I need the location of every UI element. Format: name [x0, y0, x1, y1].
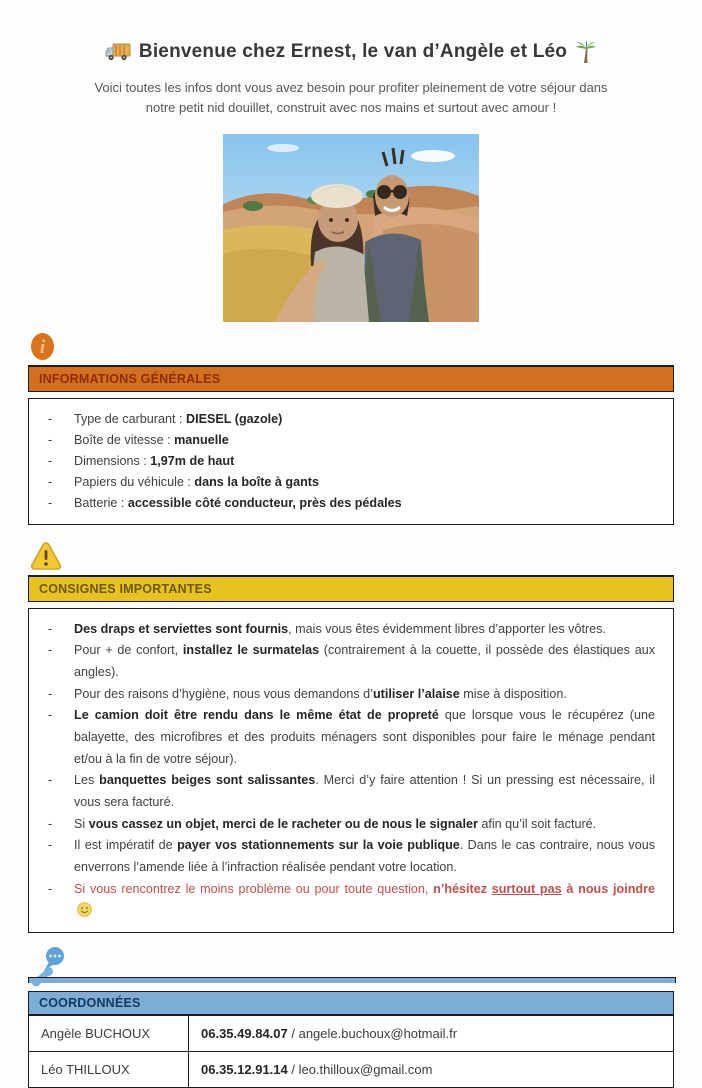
list-item: - Type de carburant : DIESEL (gazole) [48, 412, 283, 427]
page-title: Bienvenue chez Ernest, le van d’Angèle et Léo [138, 41, 568, 62]
next-section-bar-partial [28, 977, 676, 983]
contacts-table [28, 1015, 674, 1088]
list-item: - Les banquettes beiges sont salissantes. Merci d’y faire attention ! Si un pressing est nécessaire, il vous sera facturé. [48, 773, 655, 809]
contact-row [29, 1051, 674, 1087]
welcome-document [0, 40, 702, 1077]
list-item: - Dimensions : 1,97m de haut [48, 454, 235, 469]
document-body [28, 332, 674, 1088]
contact-name: Angèle BUCHOUX [29, 1015, 189, 1051]
list-item: - Pour + de confort, installez le surmatelas (contrairement à la couette, il possède des élastiques aux angles). [48, 643, 656, 680]
document-header [0, 40, 702, 64]
list-item: - Boîte de vitesse : manuelle [48, 433, 229, 448]
list-item: - Pour des raisons d’hygiène, nous vous demandons d’utiliser l’alaise mise à disposition. [48, 686, 567, 701]
contact-details: 06.35.12.91.14 / leo.thilloux@gmail.com [189, 1051, 674, 1087]
general-info-list [28, 398, 674, 524]
section-header-coordonnees [28, 991, 674, 1015]
section-header-informations-generales [28, 365, 674, 392]
section-title: COORDONNÉES [39, 995, 141, 1010]
palm-tree-icon [575, 40, 597, 64]
consignes-list [28, 608, 674, 933]
list-item: - Il est impératif de payer vos stationnements sur la voie publique. Dans le cas contraire, nous vous enverrons l’amende liée à l’infraction réalisée pendant votre location. [48, 838, 655, 874]
section-title: CONSIGNES IMPORTANTES [39, 581, 212, 596]
list-item: - Papiers du véhicule : dans la boîte à gants [48, 474, 319, 489]
list-item: - Batterie : accessible côté conducteur, près des pédales [48, 495, 402, 510]
couple-photo [223, 134, 479, 322]
section-title: INFORMATIONS GÉNÉRALES [39, 372, 221, 387]
contact-details: 06.35.49.84.07 / angele.buchoux@hotmail.fr [189, 1015, 674, 1051]
contact-row [29, 1015, 674, 1051]
smiley-icon [77, 902, 92, 917]
list-item: - Le camion doit être rendu dans le même état de propreté que lorsque vous le récupérez (une balayette, des microfibres et des produits ménagers sont disponibles pour faire le ménage pendant et/ou à la fin de votre séjour). [48, 708, 655, 766]
svg-text:i: i [39, 337, 46, 359]
contact-name: Léo THILLOUX [29, 1051, 189, 1087]
info-icon [30, 332, 55, 361]
section-header-consignes-importantes [28, 575, 674, 602]
list-item: - Si vous cassez un objet, merci de le racheter ou de nous le signaler afin qu’il soit facturé. [48, 816, 597, 831]
intro-text: Voici toutes les infos dont vous avez besoin pour profiter pleinement de votre séjour dans notre petit nid douillet, construit avec nos mains et surtout avec amour ! [94, 80, 608, 116]
list-item: - Si vous rencontrez le moins problème ou pour toute question, n’hésitez surtout pas à nous joindre [29, 879, 665, 922]
warning-icon [30, 541, 62, 571]
truck-icon [105, 42, 131, 62]
list-item: - Des draps et serviettes sont fournis, mais vous êtes évidemment libres d’apporter les vôtres. [48, 621, 606, 636]
